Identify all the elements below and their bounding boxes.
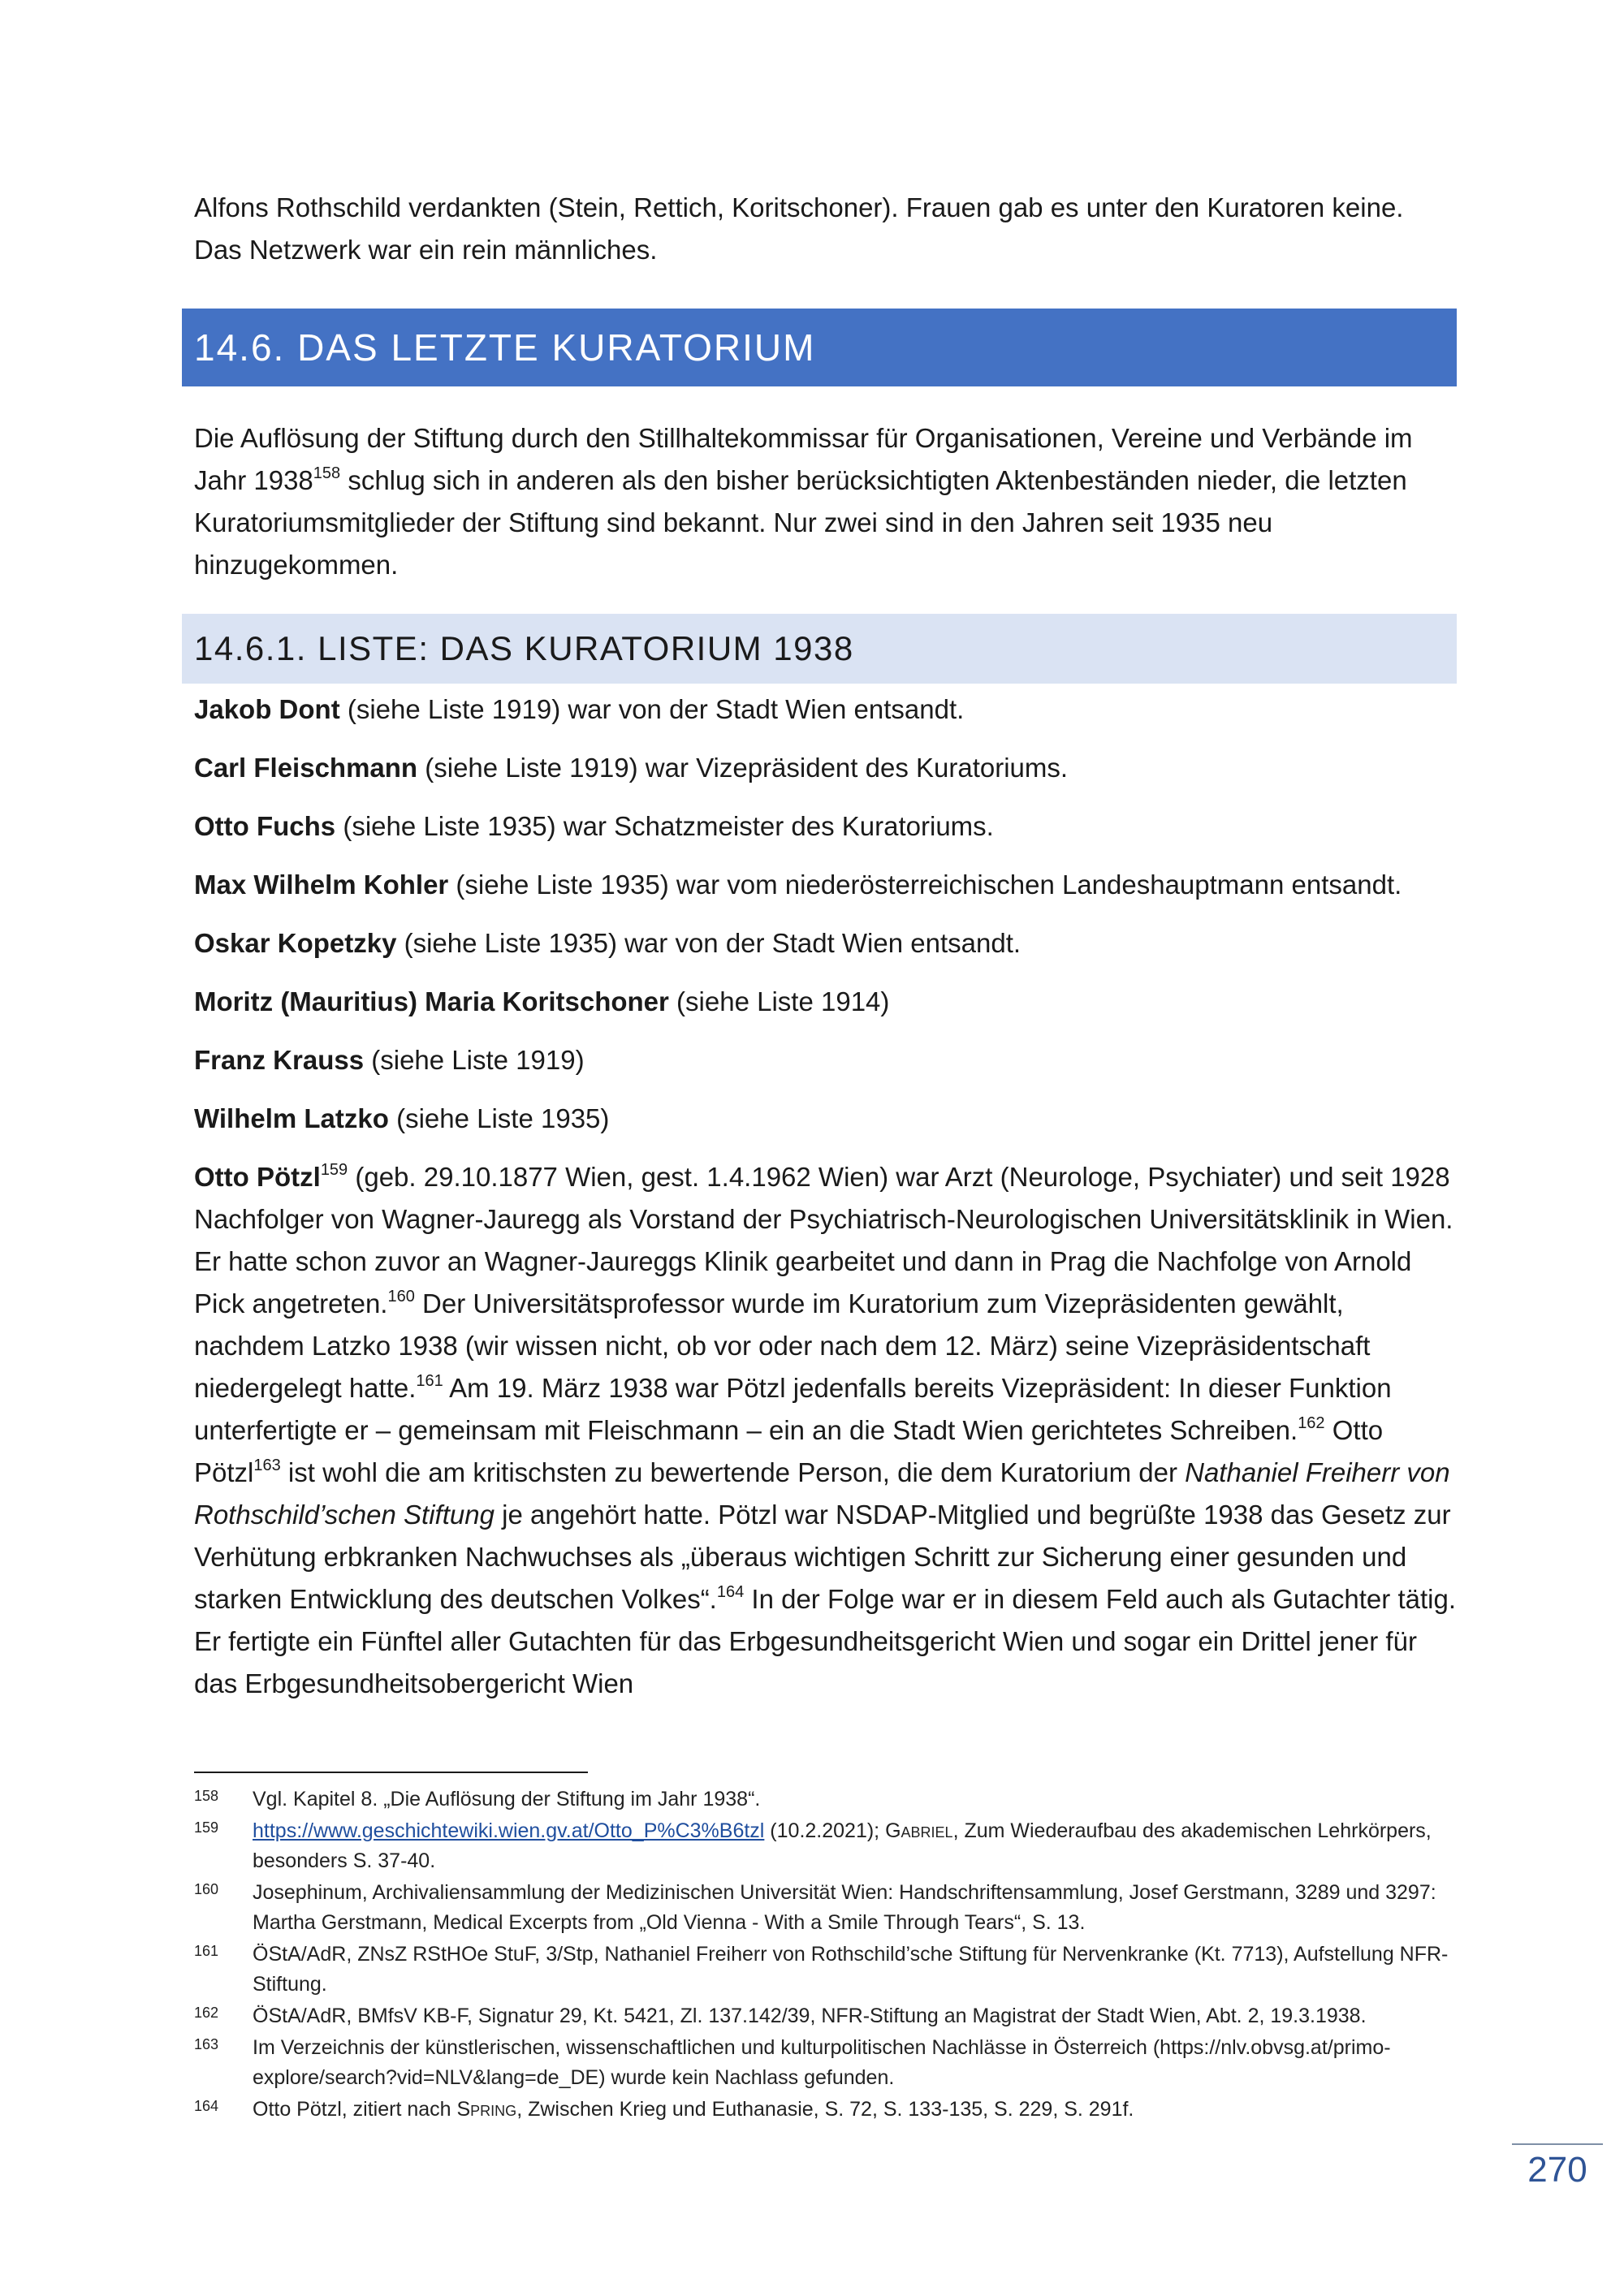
intro-paragraph: Alfons Rothschild verdankten (Stein, Rettich, Koritschoner). Frauen gab es unter den Kuratoren keine. Das Netzwerk war ein rein männliches.	[194, 192, 1404, 265]
member-text: (siehe Liste 1919) war Vizepräsident des Kuratoriums.	[417, 753, 1069, 783]
footnote	[194, 1816, 1457, 1876]
foundation-name: Nathaniel Freiherr von Rothschild’schen Stiftung	[194, 1457, 1450, 1530]
member-text: (siehe Liste 1935) war vom niederösterreichischen Landeshauptmann entsandt.	[448, 870, 1402, 900]
member-entry	[194, 922, 1457, 965]
subsection-heading: 14.6.1. LISTE: DAS KURATORIUM 1938	[182, 614, 1457, 684]
footnote	[194, 1785, 1457, 1815]
page-number: 270	[1527, 2150, 1587, 2190]
footnote-text: Im Verzeichnis der künstlerischen, wissenschaftlichen und kulturpolitischen Nachlässe in Österreich (https://nlv.obvsg.at/primo-explore/search?vid=NLV&lang=de_DE) wurde kein Nachlass gefunden.	[253, 2036, 1391, 2089]
author-name: Spring	[456, 2098, 517, 2121]
footnote	[194, 1878, 1457, 1938]
footnote-text	[253, 1816, 1457, 1876]
member-entry-poetzl	[194, 1156, 1457, 1705]
footnote-ref-158[interactable]: 158	[313, 464, 341, 482]
member-entry	[194, 1039, 1457, 1081]
member-text: (siehe Liste 1919) war von der Stadt Wien entsandt.	[339, 694, 965, 724]
footnotes	[194, 1785, 1457, 2126]
member-text: (siehe Liste 1919)	[364, 1045, 585, 1075]
member-name: Jakob Dont	[194, 694, 340, 724]
footnote-text: ÖStA/AdR, BMfsV KB-F, Signatur 29, Kt. 5421, Zl. 137.142/39, NFR-Stiftung an Magistrat der Stadt Wien, Abt. 2, 19.3.1938.	[253, 2005, 1367, 2027]
member-entry	[194, 1098, 1457, 1140]
footnote-text: Vgl. Kapitel 8. „Die Auflösung der Stiftung im Jahr 1938“.	[253, 1788, 761, 1810]
member-name: Moritz (Mauritius) Maria Koritschoner	[194, 986, 669, 1016]
footnote-number: 164	[194, 2098, 219, 2114]
member-text: (siehe Liste 1935)	[388, 1103, 610, 1133]
author-name: Gabriel	[885, 1819, 953, 1842]
member-entry	[194, 688, 1457, 731]
member-name: Franz Krauss	[194, 1045, 365, 1075]
member-name: Carl Fleischmann	[194, 753, 418, 783]
poetzl-text-6: je angehört hatte. Pötzl war NSDAP-Mitglied und begrüßte 1938 das Gesetz zur Verhütung erbkranken Nachwuchses als „überaus wichtigen Schritt zur Sicherung einer gesunden und starken Entwicklung des deutschen Volkes“.	[194, 1500, 1451, 1614]
main-content	[194, 187, 1457, 1721]
footnote-number: 159	[194, 1819, 219, 1836]
footnote	[194, 1940, 1457, 2000]
footnote-text-part: (10.2.2021);	[764, 1819, 886, 1842]
footnote-ref-162[interactable]: 162	[1298, 1414, 1325, 1432]
member-name: Wilhelm Latzko	[194, 1103, 389, 1133]
member-name: Max Wilhelm Kohler	[194, 870, 449, 900]
footnote-link[interactable]: https://www.geschichtewiki.wien.gv.at/Otto_P%C3%B6tzl	[253, 1819, 765, 1842]
section-heading: 14.6. DAS LETZTE KURATORIUM	[182, 309, 1457, 386]
member-text: (siehe Liste 1935) war Schatzmeister des Kuratoriums.	[335, 811, 994, 841]
poetzl-text-7: In der Folge war er in diesem Feld auch als Gutachter tätig. Er fertigte ein Fünftel aller Gutachten für das Erbgesundheitsgericht Wien und sogar ein Drittel jener für das Erbgesundheitsobergericht Wien	[194, 1584, 1456, 1698]
footnote-text	[253, 2095, 1457, 2125]
footnote-text-part: , Zwischen Krieg und Euthanasie, S. 72, S. 133-135, S. 229, S. 291f.	[516, 2098, 1134, 2121]
footnote	[194, 2001, 1457, 2031]
footnote	[194, 2033, 1457, 2093]
member-name: Otto Fuchs	[194, 811, 336, 841]
member-text: (siehe Liste 1914)	[668, 986, 890, 1016]
footnote-ref-159[interactable]: 159	[320, 1161, 348, 1179]
footnote-number: 161	[194, 1943, 219, 1959]
member-name: Otto Pötzl	[194, 1162, 321, 1192]
section-text-2: schlug sich in anderen als den bisher berücksichtigten Aktenbeständen nieder, die letzten Kuratoriumsmitglieder der Stiftung sind bekannt. Nur zwei sind in den Jahren seit 1935 neu hinzugekommen.	[194, 465, 1407, 580]
member-name: Oskar Kopetzky	[194, 928, 397, 958]
member-entry	[194, 747, 1457, 789]
footnote-number: 162	[194, 2005, 219, 2021]
section-paragraph	[194, 417, 1457, 586]
member-entry	[194, 805, 1457, 848]
footnote-ref-161[interactable]: 161	[416, 1372, 443, 1390]
member-text: (siehe Liste 1935) war von der Stadt Wien entsandt.	[396, 928, 1021, 958]
member-entry	[194, 864, 1457, 906]
member-entry	[194, 981, 1457, 1023]
footnote-text-part: Otto Pötzl, zitiert nach	[253, 2098, 457, 2121]
footnote-text: Josephinum, Archivaliensammlung der Medizinischen Universität Wien: Handschriftensammlung, Josef Gerstmann, 3289 und 3297: Martha Gerstmann, Medical Excerpts from „Old Vienna - With a Smile Through Tears“, S. 13.	[253, 1881, 1436, 1934]
poetzl-text-4: Otto Pötzl	[194, 1415, 1384, 1487]
footnote-text-part: , Zum Wiederaufbau des akademischen Lehrkörpers, besonders S. 37-40.	[253, 1819, 1432, 1872]
poetzl-text-2: Der Universitätsprofessor wurde im Kuratorium zum Vizepräsidenten gewählt, nachdem Latzko 1938 (wir wissen nicht, ob vor oder nach dem 12. März) seine Vizepräsidentschaft niedergelegt hatte.	[194, 1288, 1371, 1403]
poetzl-text-3: Am 19. März 1938 war Pötzl jedenfalls bereits Vizepräsident: In dieser Funktion unterfertigte er – gemeinsam mit Fleischmann – ein an die Stadt Wien gerichtetes Schreiben.	[194, 1373, 1392, 1445]
footnote-separator	[194, 1772, 588, 1773]
poetzl-text-5: ist wohl die am kritischsten zu bewertende Person, die dem Kuratorium der	[280, 1457, 1186, 1487]
section-text-1: Die Auflösung der Stiftung durch den Stillhaltekommissar für Organisationen, Vereine und Verbände im Jahr 1938	[194, 423, 1413, 495]
footnote-number: 160	[194, 1881, 219, 1897]
footnote-number: 163	[194, 2036, 219, 2052]
footnote-number: 158	[194, 1788, 219, 1804]
footnote-ref-164[interactable]: 164	[716, 1583, 745, 1601]
poetzl-text-1: (geb. 29.10.1877 Wien, gest. 1.4.1962 Wien) war Arzt (Neurologe, Psychiater) und seit 1928 Nachfolger von Wagner-Jauregg als Vorstand der Psychiatrisch-Neurologischen Universitätsklinik in Wien. Er hatte schon zuvor an Wagner-Jaureggs Klinik gearbeitet und dann in Prag die Nachfolge von Arnold Pick angetreten.	[194, 1162, 1453, 1318]
page-number-rule	[1512, 2143, 1603, 2145]
footnote	[194, 2095, 1457, 2125]
footnote-ref-163[interactable]: 163	[253, 1457, 281, 1474]
footnote-text: ÖStA/AdR, ZNsZ RStHOe StuF, 3/Stp, Nathaniel Freiherr von Rothschild’sche Stiftung für Nervenkranke (Kt. 7713), Aufstellung NFR-Stiftung.	[253, 1943, 1449, 1996]
footnote-ref-160[interactable]: 160	[387, 1288, 415, 1306]
